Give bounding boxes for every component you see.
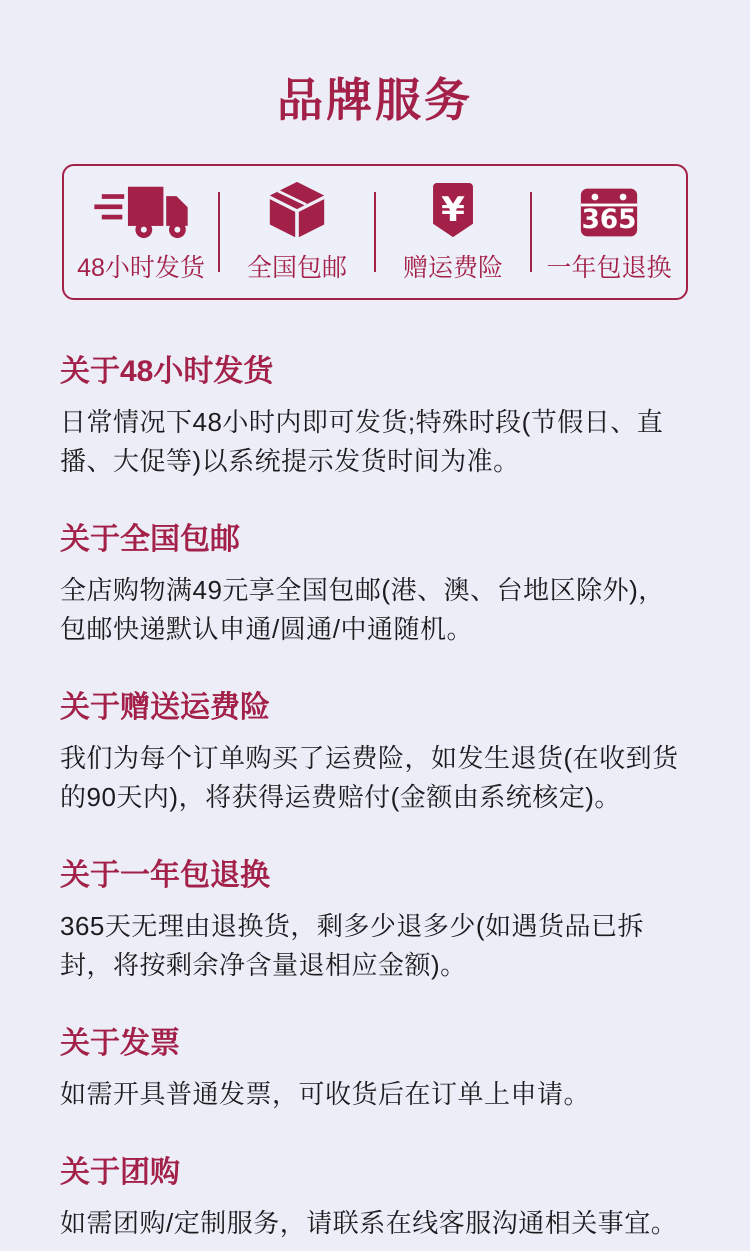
section-body: 如需开具普通发票，可收货后在订单上申请。 xyxy=(60,1079,591,1109)
section-shipping-insurance xyxy=(60,688,690,817)
service-label: 全国包邮 xyxy=(246,253,347,282)
service-label: 赠运费险 xyxy=(402,253,503,282)
section-heading: 关于一年包退换 xyxy=(60,859,270,892)
section-body: 我们为每个订单购买了运费险，如发生退货(在收到货的90天内)，将获得运费赔付(金额由系统核定)。 xyxy=(60,743,679,812)
calendar-number: 365 xyxy=(581,204,637,235)
service-item-free-shipping xyxy=(220,181,374,284)
service-label: 48小时发货 xyxy=(77,253,205,282)
truck-icon xyxy=(91,181,191,239)
section-body: 如需团购/定制服务，请联系在线客服沟通相关事宜。 xyxy=(60,1208,678,1238)
section-heading: 关于赠送运费险 xyxy=(60,691,270,724)
section-invoice xyxy=(60,1024,690,1114)
section-48h-shipping xyxy=(60,352,690,481)
section-body: 365天无理由退换货，剩多少退多少(如遇货品已拆封，将按剩余净含量退相应金额)。 xyxy=(60,911,645,980)
section-free-shipping xyxy=(60,520,690,649)
service-item-48h-shipping xyxy=(64,181,218,284)
services-box xyxy=(62,164,688,300)
section-heading: 关于团购 xyxy=(60,1156,180,1189)
section-group-buy xyxy=(60,1153,690,1243)
section-body: 全店购物满49元享全国包邮(港、澳、台地区除外)，包邮快递默认申通/圆通/中通随机。 xyxy=(60,575,665,644)
section-heading: 关于48小时发货 xyxy=(60,355,274,388)
yen-shield-icon xyxy=(430,181,476,239)
service-item-one-year-return xyxy=(532,181,686,284)
section-heading: 关于发票 xyxy=(60,1027,180,1060)
service-label: 一年包退换 xyxy=(546,253,672,282)
section-heading: 关于全国包邮 xyxy=(60,523,240,556)
section-body: 日常情况下48小时内即可发货;特殊时段(节假日、直播、大促等)以系统提示发货时间为准。 xyxy=(60,407,664,476)
package-box-icon xyxy=(266,181,328,239)
page-title: 品牌服务 xyxy=(277,74,473,126)
brand-service-page xyxy=(0,64,750,1251)
calendar-365-icon xyxy=(579,181,639,239)
section-one-year-return xyxy=(60,856,690,985)
info-sections xyxy=(60,352,690,1243)
yen-symbol: ¥ xyxy=(441,189,465,230)
service-item-shipping-insurance xyxy=(376,181,530,284)
